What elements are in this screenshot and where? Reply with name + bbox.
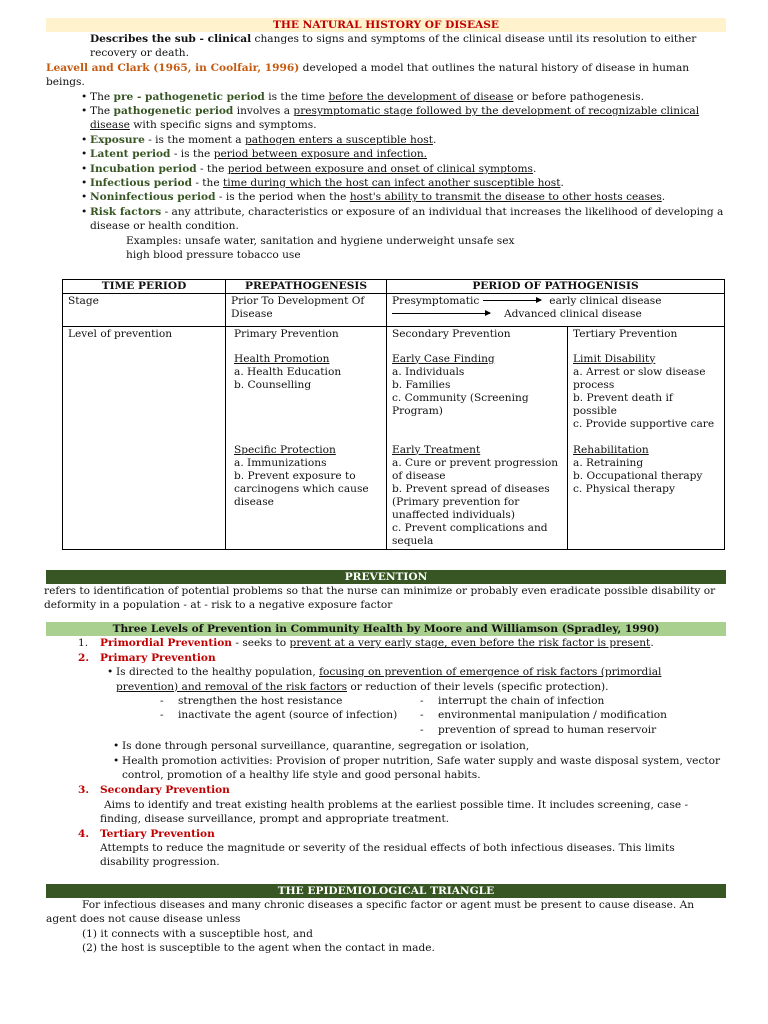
levels-list-2	[46, 783, 726, 869]
level-number: 4.	[78, 827, 90, 840]
primary-item: a. Health Education	[234, 365, 342, 378]
stage-advanced-clinical: Advanced clinical disease	[504, 307, 642, 320]
intro-paragraph	[46, 32, 726, 61]
tertiary-cell	[568, 326, 725, 549]
level-term: Primordial Prevention	[100, 637, 233, 650]
dash-item: - strengthen the host resistance	[160, 694, 420, 708]
definition-term: Latent period	[90, 148, 171, 161]
tertiary-item: b. Occupational therapy	[573, 469, 703, 482]
definition-item	[90, 90, 726, 104]
primary-dash-list	[46, 694, 726, 737]
limit-disability-heading: Limit Disability	[573, 352, 656, 365]
level-term: Secondary Prevention	[100, 784, 230, 797]
dash-item: - interrupt the chain of infection	[420, 694, 720, 708]
table-row-stage	[63, 293, 725, 326]
level-primary	[78, 651, 726, 665]
secondary-item: b. Families	[392, 378, 451, 391]
prevention-heading-bar	[46, 570, 726, 584]
definition-item	[90, 147, 726, 161]
bullet-text: or reduction of their levels (specific protection).	[347, 680, 609, 693]
stage-prepathogenesis: Prior To Development Of Disease	[226, 293, 387, 326]
definition-text: .	[560, 177, 564, 190]
definition-item	[90, 176, 726, 190]
list-item: • Is done through personal surveillance, quarantine, segregation or isolation,	[122, 739, 726, 753]
definition-term: Exposure	[90, 133, 145, 146]
early-case-finding-heading: Early Case Finding	[392, 352, 495, 365]
dash-item: - environmental manipulation / modification	[420, 708, 720, 722]
prevention-text: refers to identification of potential problems so that the nurse can minimize or probably even eradicate possible disability or deformity in a population - at - risk to a negative exposure factor	[44, 584, 716, 611]
stage-early-clinical: early clinical disease	[549, 294, 662, 307]
secondary-item: a. Cure or prevent progression of disease	[392, 456, 559, 482]
page-title: THE NATURAL HISTORY OF DISEASE	[273, 19, 499, 31]
tertiary-item: a. Retraining	[573, 456, 644, 469]
level-description: Aims to identify and treat existing health problems at the earliest possible time. It includes screening, case - finding, disease surveillance, prompt and appropriate treatment.	[100, 798, 689, 826]
definition-text: - is the moment a	[144, 133, 245, 146]
table-header-row	[63, 279, 725, 293]
tertiary-title: Tertiary Prevention	[573, 327, 678, 340]
level-primordial	[78, 636, 726, 650]
triangle-condition-1: (1) it connects with a susceptible host, and	[82, 927, 313, 940]
bullet-text: Is directed to the healthy population,	[116, 666, 320, 679]
definition-term: Incubation period	[90, 162, 197, 175]
level-secondary	[78, 783, 726, 826]
primary-item: b. Prevent exposure to carcinogens which cause disease	[234, 469, 369, 508]
definition-text-underlined: pathogen enters a susceptible host	[244, 133, 433, 146]
secondary-title: Secondary Prevention	[392, 327, 511, 340]
level-description: Attempts to reduce the magnitude or severity of the residual effects of both infectious diseases. This limits disability progression.	[100, 842, 675, 869]
triangle-heading-bar	[46, 884, 726, 898]
definition-text-underlined: before the development of disease	[328, 90, 514, 103]
definition-item	[90, 133, 726, 147]
stage-label: Stage	[63, 293, 226, 326]
primary-item: b. Counselling	[234, 378, 312, 391]
primary-bullets-2	[46, 739, 726, 782]
rehabilitation-heading: Rehabilitation	[573, 443, 649, 456]
primary-title: Primary Prevention	[234, 327, 339, 340]
definition-list	[46, 90, 726, 234]
leavell-paragraph	[46, 61, 726, 90]
primary-bullets	[46, 665, 726, 694]
secondary-item: c. Prevent complications and sequela	[392, 521, 548, 547]
arrow-icon	[483, 300, 541, 301]
definition-term: pre - pathogenetic period	[113, 90, 265, 103]
definition-text: is the time	[264, 90, 329, 103]
header-prepathogenesis: PREPATHOGENESIS	[226, 279, 387, 293]
list-item: • Health promotion activities: Provision of proper nutrition, Safe water supply and waste disposal system, vector control, promotion of a healthy life style and good personal habits.	[122, 754, 726, 783]
title-bar	[46, 18, 726, 32]
examples-line-2: high blood pressure tobacco use	[126, 249, 301, 262]
triangle-condition-2: (2) the host is susceptible to the agent when the contact in made.	[82, 942, 435, 955]
definition-text-underlined: presymptomatic stage followed by the development of recognizable clinical disease	[90, 105, 700, 132]
tertiary-item: c. Physical therapy	[573, 482, 675, 495]
level-text-underlined: prevent at a very early stage, even before the risk factor is present	[289, 637, 651, 650]
level-term: Primary Prevention	[100, 651, 216, 664]
tertiary-item: c. Provide supportive care	[573, 417, 715, 430]
triangle-text: For infectious diseases and many chronic diseases a specific factor or agent must be present to cause disease. An agent does not cause disease unless	[46, 898, 695, 926]
intro-lead: Describes the sub - clinical	[90, 33, 252, 45]
level-number: 2.	[78, 651, 90, 664]
specific-protection-heading: Specific Protection	[234, 443, 336, 456]
level-text: .	[650, 637, 654, 650]
document-page	[46, 18, 726, 955]
definition-text: involves a	[233, 105, 294, 118]
secondary-cell	[387, 326, 568, 549]
definition-text: - is the period when the	[215, 191, 350, 204]
health-promotion-heading: Health Promotion	[234, 352, 330, 365]
examples-line-1: Examples: unsafe water, sanitation and hygiene underweight unsafe sex	[126, 234, 515, 247]
primary-item: a. Immunizations	[234, 456, 327, 469]
definition-term: Noninfectious period	[90, 191, 216, 204]
definition-text: or before pathogenesis.	[513, 90, 644, 103]
definition-term: Infectious period	[90, 177, 192, 190]
prevention-heading: PREVENTION	[344, 570, 428, 583]
level-label: Level of prevention	[63, 326, 226, 549]
leavell-citation: Leavell and Clark (1965, in Coolfair, 1996)	[46, 61, 300, 74]
level-number: 3.	[78, 784, 90, 797]
definition-text-underlined: time during which the host can infect another susceptible host	[223, 177, 561, 190]
level-number: 1.	[78, 637, 89, 650]
definition-term: pathogenetic period	[113, 105, 234, 118]
levels-heading: Three Levels of Prevention in Community Health by Moore and Williamson (Spradley, 1990)	[112, 623, 660, 636]
definition-text: - the	[191, 177, 224, 190]
definition-item	[90, 205, 726, 234]
definition-text-underlined: period between exposure and infection.	[213, 148, 428, 161]
definition-text: The	[90, 105, 114, 118]
definition-item	[90, 190, 726, 204]
table-row-level	[63, 326, 725, 549]
definition-text: .	[533, 162, 537, 175]
levels-list	[46, 636, 726, 665]
arrow-icon	[392, 313, 490, 314]
level-tertiary	[78, 827, 726, 870]
definition-text: .	[661, 191, 666, 204]
definition-text: .	[432, 133, 437, 146]
dash-item: - inactivate the agent (source of infection)	[160, 708, 420, 722]
dash-item: - prevention of spread to human reservoir	[420, 723, 720, 737]
secondary-item: a. Individuals	[392, 365, 465, 378]
definition-text-underlined: period between exposure and onset of clinical symptoms	[227, 162, 533, 175]
definition-text-underlined: host's ability to transmit the disease to other hosts ceases	[349, 191, 662, 204]
definition-term: Risk factors	[90, 205, 162, 218]
level-term: Tertiary Prevention	[100, 827, 215, 840]
tertiary-item: b. Prevent death if possible	[573, 391, 673, 417]
secondary-item: c. Community (Screening Program)	[392, 391, 529, 417]
bullet-text-underlined: focusing on prevention of emergence of risk factors (primordial prevention) and removal of the risk factors	[116, 666, 662, 693]
prevention-table	[62, 279, 725, 550]
header-pathogenesis: PERIOD OF PATHOGENISIS	[387, 279, 725, 293]
triangle-heading: THE EPIDEMIOLOGICAL TRIANGLE	[277, 884, 495, 897]
definition-text: - the	[196, 162, 228, 175]
definition-item	[90, 104, 726, 133]
definition-text: with specific signs and symptoms.	[129, 119, 317, 132]
early-treatment-heading: Early Treatment	[392, 443, 481, 456]
secondary-item: b. Prevent spread of diseases (Primary prevention for unaffected individuals)	[392, 482, 550, 521]
list-item	[116, 665, 726, 694]
header-time-period: TIME PERIOD	[63, 279, 226, 293]
stage-presymptomatic: Presymptomatic	[392, 294, 480, 307]
tertiary-item: a. Arrest or slow disease process	[573, 365, 706, 391]
definition-text: The	[90, 90, 114, 103]
level-text: - seeks to	[232, 637, 290, 650]
definition-item	[90, 162, 726, 176]
levels-heading-bar	[46, 622, 726, 636]
leavell-text: developed a model that outlines the natural history of disease in human beings.	[46, 61, 690, 89]
stage-pathogenesis	[387, 293, 725, 326]
definition-text: - is the	[170, 148, 214, 161]
primary-cell	[226, 326, 387, 549]
definition-text: - any attribute, characteristics or exposure of an individual that increases the likelihood of developing a disease or health condition.	[90, 205, 724, 233]
intro-rest: changes to signs and symptoms of the clinical disease until its resolution to either recovery or death.	[90, 33, 697, 60]
